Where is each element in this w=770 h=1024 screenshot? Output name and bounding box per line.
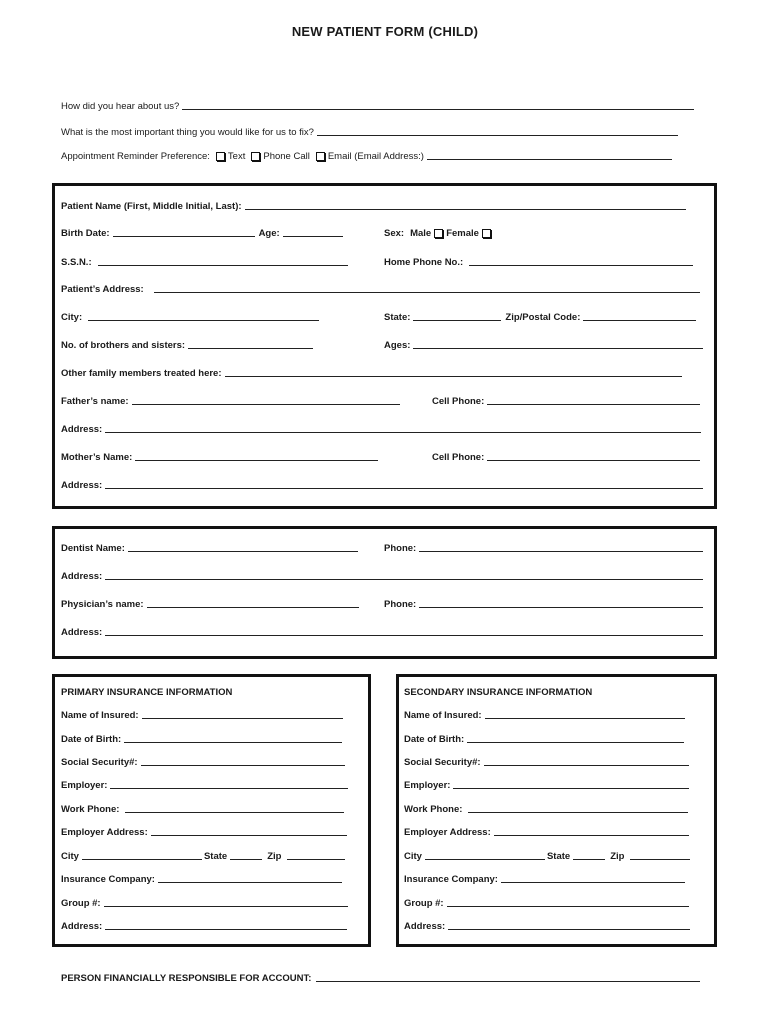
primary-city-label: City (61, 851, 79, 862)
secondary-dob-row (404, 734, 684, 745)
mother-cell-label: Cell Phone: (432, 452, 485, 463)
other-family-field[interactable] (225, 375, 682, 377)
primary-state-label: State (203, 851, 228, 862)
fix-field[interactable] (317, 134, 678, 136)
secondary-state-label: State (546, 851, 571, 862)
state-field[interactable] (413, 319, 501, 321)
secondary-company-row (404, 874, 685, 885)
primary-address-field[interactable] (105, 928, 347, 930)
fix-row (61, 127, 678, 138)
secondary-insured-row (404, 710, 685, 721)
primary-insured-field[interactable] (142, 717, 343, 719)
mother-cell-field[interactable] (487, 459, 700, 461)
primary-work-phone-field[interactable] (125, 811, 344, 813)
siblings-label: No. of brothers and sisters: (61, 340, 186, 351)
ages-field[interactable] (413, 347, 703, 349)
secondary-group-field[interactable] (447, 905, 689, 907)
father-address-field[interactable] (105, 431, 701, 433)
father-cell-row (432, 396, 700, 407)
mother-cell-row (432, 452, 700, 463)
primary-employer-address-label: Employer Address: (61, 827, 148, 838)
secondary-ssn-row (404, 757, 689, 768)
physician-phone-field[interactable] (419, 606, 703, 608)
primary-address-label: Address: (61, 921, 103, 932)
female-checkbox[interactable] (482, 229, 491, 238)
primary-employer-row (61, 780, 348, 791)
primary-city-field[interactable] (82, 858, 202, 860)
state-label: State: (384, 312, 411, 323)
hear-label: How did you hear about us? (61, 101, 180, 112)
dentist-name-field[interactable] (128, 550, 358, 552)
zip-field[interactable] (583, 319, 696, 321)
secondary-state-field[interactable] (573, 858, 605, 860)
secondary-group-label: Group #: (404, 898, 444, 909)
email-checkbox[interactable] (316, 152, 325, 161)
primary-company-row (61, 874, 342, 885)
birth-row (61, 228, 343, 239)
city-field[interactable] (88, 319, 319, 321)
secondary-dob-label: Date of Birth: (404, 734, 465, 745)
age-label: Age: (258, 228, 280, 239)
primary-employer-address-field[interactable] (151, 834, 347, 836)
physician-address-label: Address: (61, 627, 103, 638)
father-address-row (61, 424, 701, 435)
father-cell-label: Cell Phone: (432, 396, 485, 407)
secondary-address-label: Address: (404, 921, 446, 932)
dentist-phone-field[interactable] (419, 550, 703, 552)
mother-address-field[interactable] (105, 487, 703, 489)
reminder-label: Appointment Reminder Preference: (61, 151, 210, 162)
dentist-address-row (61, 571, 703, 582)
secondary-employer-address-row (404, 827, 689, 838)
email-field[interactable] (427, 158, 672, 160)
ages-row (384, 340, 703, 351)
primary-group-row (61, 898, 348, 909)
mother-name-label: Mother’s Name: (61, 452, 133, 463)
primary-dob-field[interactable] (124, 741, 342, 743)
secondary-address-row (404, 921, 690, 932)
home-phone-label: Home Phone No.: (384, 257, 464, 268)
home-phone-field[interactable] (469, 264, 693, 266)
father-address-label: Address: (61, 424, 103, 435)
father-row (61, 396, 400, 407)
ages-label: Ages: (384, 340, 411, 351)
state-zip-row (384, 312, 696, 323)
father-cell-field[interactable] (487, 403, 700, 405)
secondary-company-label: Insurance Company: (404, 874, 498, 885)
age-field[interactable] (283, 235, 343, 237)
secondary-employer-address-field[interactable] (494, 834, 689, 836)
secondary-city-row (404, 851, 690, 862)
primary-work-phone-row (61, 804, 344, 815)
dentist-address-field[interactable] (105, 578, 703, 580)
primary-group-label: Group #: (61, 898, 101, 909)
patient-name-row (61, 201, 686, 212)
phone-call-option-label: Phone Call (263, 151, 310, 162)
secondary-employer-address-label: Employer Address: (404, 827, 491, 838)
reminder-row (61, 151, 672, 162)
physician-address-row (61, 627, 703, 638)
city-row (61, 312, 319, 323)
primary-state-field[interactable] (230, 858, 262, 860)
mother-address-label: Address: (61, 480, 103, 491)
secondary-employer-label: Employer: (404, 780, 451, 791)
physician-row (61, 599, 359, 610)
patient-name-label: Patient Name (First, Middle Initial, Last): (61, 201, 242, 212)
primary-ssn-field[interactable] (141, 764, 345, 766)
other-family-row (61, 368, 682, 379)
male-label: Male (410, 228, 432, 239)
patient-name-field[interactable] (245, 208, 686, 210)
primary-employer-label: Employer: (61, 780, 108, 791)
secondary-city-field[interactable] (425, 858, 545, 860)
secondary-work-phone-row (404, 804, 688, 815)
primary-address-row (61, 921, 347, 932)
female-label: Female (446, 228, 479, 239)
responsible-field[interactable] (316, 980, 700, 982)
siblings-field[interactable] (188, 347, 313, 349)
hear-field[interactable] (182, 108, 694, 110)
sex-label: Sex: (384, 228, 405, 239)
father-name-label: Father’s name: (61, 396, 129, 407)
primary-work-phone-label: Work Phone: (61, 804, 120, 815)
physician-phone-row (384, 599, 703, 610)
secondary-heading: SECONDARY INSURANCE INFORMATION (404, 687, 593, 698)
secondary-employer-field[interactable] (453, 787, 689, 789)
physician-address-field[interactable] (105, 634, 703, 636)
male-checkbox[interactable] (434, 229, 443, 238)
dentist-address-label: Address: (61, 571, 103, 582)
dentist-name-label: Dentist Name: (61, 543, 125, 554)
physician-phone-label: Phone: (384, 599, 417, 610)
physician-name-field[interactable] (147, 606, 359, 608)
phone-call-checkbox[interactable] (251, 152, 260, 161)
city-label: City: (61, 312, 83, 323)
fix-label: What is the most important thing you would like for us to fix? (61, 127, 314, 138)
text-checkbox[interactable] (216, 152, 225, 161)
page-title: NEW PATIENT FORM (CHILD) (291, 24, 479, 39)
secondary-company-field[interactable] (501, 881, 685, 883)
primary-insured-label: Name of Insured: (61, 710, 139, 721)
primary-city-row (61, 851, 345, 862)
patient-address-label: Patient’s Address: (61, 284, 144, 295)
secondary-group-row (404, 898, 689, 909)
primary-dob-label: Date of Birth: (61, 734, 122, 745)
hear-row (61, 101, 694, 112)
primary-employer-address-row (61, 827, 347, 838)
secondary-zip-label: Zip (610, 851, 625, 862)
primary-ssn-label: Social Security#: (61, 757, 138, 768)
dentist-phone-label: Phone: (384, 543, 417, 554)
email-option-label: Email (Email Address:) (327, 151, 424, 162)
primary-employer-field[interactable] (110, 787, 348, 789)
primary-company-field[interactable] (158, 881, 342, 883)
father-name-field[interactable] (132, 403, 400, 405)
secondary-dob-field[interactable] (467, 741, 684, 743)
text-option-label: Text (227, 151, 246, 162)
primary-insured-row (61, 710, 343, 721)
primary-ssn-row (61, 757, 345, 768)
secondary-ssn-field[interactable] (484, 764, 689, 766)
secondary-zip-field[interactable] (630, 858, 690, 860)
responsible-label: PERSON FINANCIALLY RESPONSIBLE FOR ACCOUNT: (61, 973, 312, 984)
secondary-city-label: City (404, 851, 422, 862)
home-phone-row (384, 257, 693, 268)
primary-group-field[interactable] (104, 905, 348, 907)
sex-row (384, 228, 494, 239)
birth-date-label: Birth Date: (61, 228, 110, 239)
other-family-label: Other family members treated here: (61, 368, 222, 379)
ssn-label: S.S.N.: (61, 257, 92, 268)
siblings-row (61, 340, 313, 351)
secondary-address-field[interactable] (448, 928, 690, 930)
primary-zip-field[interactable] (287, 858, 345, 860)
secondary-insured-label: Name of Insured: (404, 710, 482, 721)
secondary-employer-row (404, 780, 689, 791)
mother-row (61, 452, 378, 463)
mother-address-row (61, 480, 703, 491)
secondary-work-phone-label: Work Phone: (404, 804, 463, 815)
responsible-row (61, 973, 700, 984)
zip-label: Zip/Postal Code: (505, 312, 581, 323)
patient-address-field[interactable] (154, 291, 700, 293)
ssn-row (61, 257, 348, 268)
primary-company-label: Insurance Company: (61, 874, 155, 885)
birth-date-field[interactable] (113, 235, 255, 237)
primary-dob-row (61, 734, 342, 745)
dentist-row (61, 543, 358, 554)
mother-name-field[interactable] (135, 459, 378, 461)
primary-heading: PRIMARY INSURANCE INFORMATION (61, 687, 233, 698)
primary-zip-label: Zip (267, 851, 282, 862)
dentist-phone-row (384, 543, 703, 554)
secondary-ssn-label: Social Security#: (404, 757, 481, 768)
patient-address-row (61, 284, 700, 295)
ssn-field[interactable] (98, 264, 348, 266)
secondary-insured-field[interactable] (485, 717, 685, 719)
secondary-work-phone-field[interactable] (468, 811, 688, 813)
physician-name-label: Physician’s name: (61, 599, 144, 610)
